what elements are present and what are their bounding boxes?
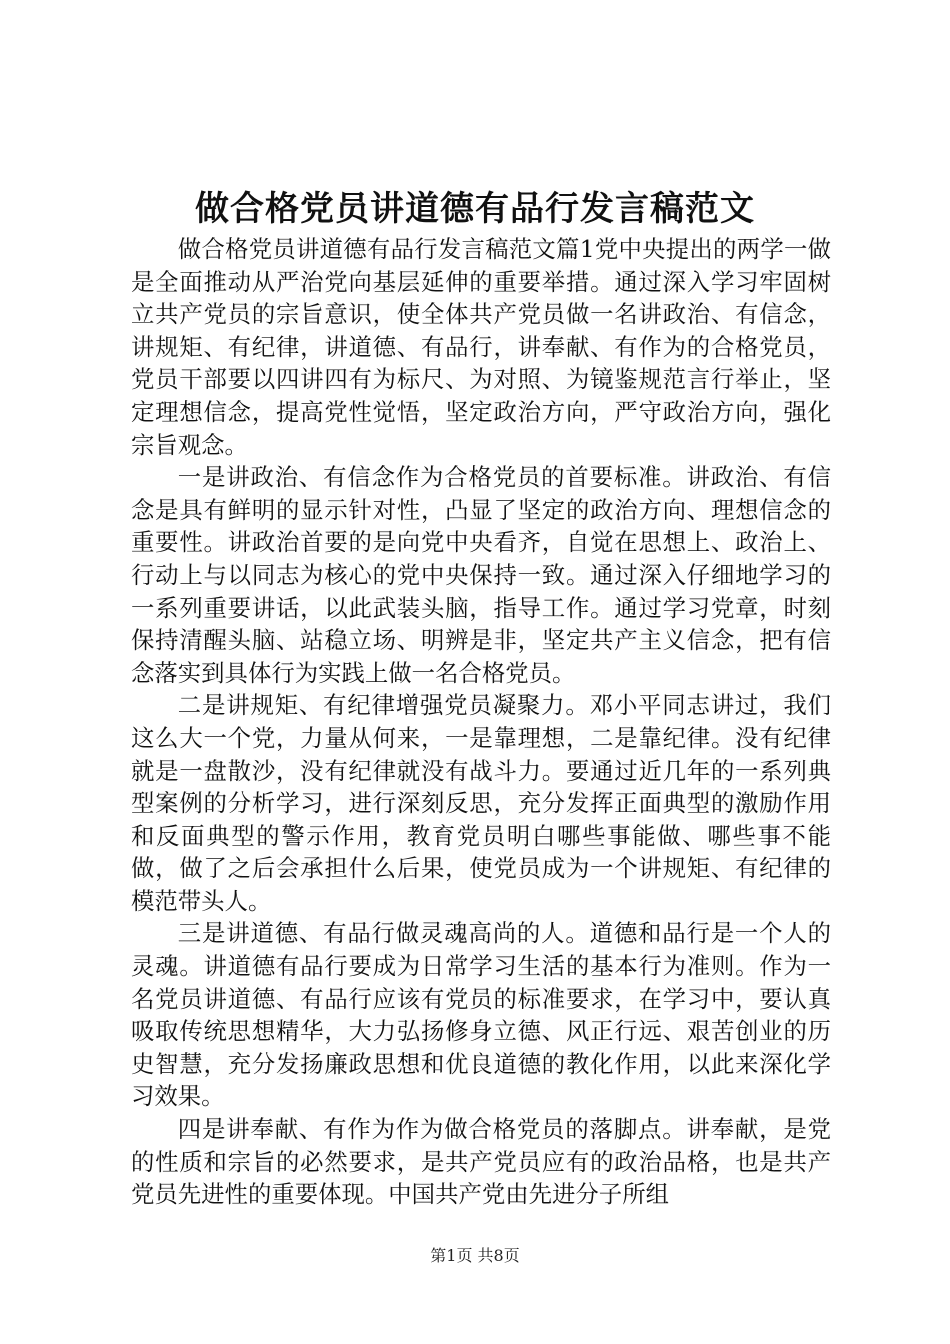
document-title: 做合格党员讲道德有品行发言稿范文 — [195, 189, 755, 229]
paragraph-point-three: 三是讲道德、有品行做灵魂高尚的人。道德和品行是一个人的灵魂。讲道德有品行要成为日常学习生活的基本行为准则。作为一名党员讲道德、有品行应该有党员的标准要求，在学习中，要认真吸取传统思想精华，大力弘扬修身立德、风正行远、艰苦创业的历史智慧，充分发扬廉政思想和优良道德的教化作用，以此来深化学习效果。 — [131, 919, 831, 1111]
paragraph-intro: 做合格党员讲道德有品行发言稿范文篇1党中央提出的两学一做是全面推动从严治党向基层延伸的重要举措。通过深入学习牢固树立共产党员的宗旨意识，使全体共产党员做一名讲政治、有信念，讲规矩、有纪律，讲道德、有品行，讲奉献、有作为的合格党员，党员干部要以四讲四有为标尺、为对照、为镜鉴规范言行举止，坚定理想信念，提高党性觉悟，坚定政治方向，严守政治方向，强化宗旨观念。 — [131, 235, 831, 459]
paragraph-point-two: 二是讲规矩、有纪律增强党员凝聚力。邓小平同志讲过，我们这么大一个党，力量从何来，一是靠理想，二是靠纪律。没有纪律就是一盘散沙，没有纪律就没有战斗力。要通过近几年的一系列典型案例的分析学习，进行深刻反思，充分发挥正面典型的激励作用和反面典型的警示作用，教育党员明白哪些事能做、哪些事不能做，做了之后会承担什么后果，使党员成为一个讲规矩、有纪律的模范带头人。 — [131, 691, 831, 915]
document-body — [131, 233, 831, 1211]
paragraph-point-four: 四是讲奉献、有作为作为做合格党员的落脚点。讲奉献，是党的性质和宗旨的必然要求，是共产党员应有的政治品格，也是共产党员先进性的重要体现。中国共产党由先进分子所组 — [131, 1115, 831, 1209]
paragraph-point-one: 一是讲政治、有信念作为合格党员的首要标准。讲政治、有信念是具有鲜明的显示针对性，凸显了坚定的政治方向、理想信念的重要性。讲政治首要的是向党中央看齐，自觉在思想上、政治上、行动上与以同志为核心的党中央保持一致。通过深入仔细地学习的一系列重要讲话，以此武装头脑，指导工作。通过学习党章，时刻保持清醒头脑、站稳立场、明辨是非，坚定共产主义信念，把有信念落实到具体行为实践上做一名合格党员。 — [131, 463, 831, 687]
page-number-footer: 第1页 共8页 — [430, 1246, 520, 1265]
